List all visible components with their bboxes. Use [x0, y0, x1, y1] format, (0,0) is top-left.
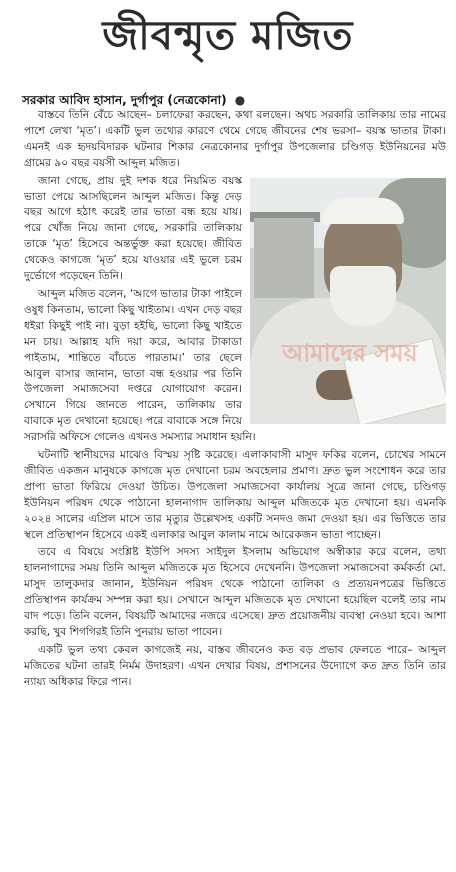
paragraph-2: জানা গেছে, প্রায় দুই দশক ধরে নিয়মিত বয়স্ক ভাতা পেয়ে আসছিলেন আব্দুল মজিত। কিন্তু দেড় বছর আগে হঠাৎ করেই তার ভাতা বন্ধ হয়ে যায়। পরে খোঁজ নিয়ে জানা গেছে, সরকারি তালিকায় তাকে ‘মৃত’ হিসেবে অন্তর্ভুক্ত করা হয়েছে। জীবিত থেকেও কাগজে ‘মৃত’ হয়ে যাওয়ার এই ভুলে চরম দুর্ভোগে পড়েছেন তিনি।	[24, 174, 242, 283]
paragraph-3: আব্দুল মজিত বলেন, ‘আগে ভাতার টাকা পাইলে ওষুধ কিনতাম, ভালো কিছু খাইতাম। এখন দেড় বছর ধইরা কিছুই পাই না। বুড়া হইছি, ভালো কিছু খাইতে মন চায়। আল্লাহ যদি দয়া করে, আবার টাকাডা পাইতাম, শান্তিতে বাঁচতে পারতাম।’ তার ছেলে আবুল বাসার জানান, ভাতা বন্ধ হওয়ার পর তিনি উপজেলা সমাজসেবা দপ্তরে যোগাযোগ করেন। সেখানে গিয়ে জানতে পারেন, তালিকায় তার বাবাকে মৃত দেখানো হয়েছে। পরে বাবাকে সঙ্গে নিয়ে সরাসরি অফিসে গেলেও এখনও সমস্যার সমাধান হয়নি।	[24, 287, 256, 444]
byline-text: সরকার আবিদ হাসান, দুর্গাপুর (নেত্রকোনা)	[22, 93, 227, 107]
article-body	[24, 108, 446, 693]
paragraph-5: তবে এ বিষয়ে সংশ্লিষ্ট ইউপি সদস্য সাইদুল ইসলাম অভিযোগ অস্বীকার করে বলেন, তথ্য হালনাগাদের সময় তিনি আব্দুল মজিতকে মৃত হিসেবে দেখেননি। উপজেলা সমাজসেবা কর্মকর্তা মো. মাসুদ তালুকদার জানান, ইউনিয়ন পরিষদ থেকে পাঠানো তালিকা ও প্রত্যয়নপত্রের ভিত্তিতে প্রতিস্থাপন কার্যক্রম সম্পন্ন করা হয়। সেখানে আব্দুল মজিতকে মৃত দেখানো হয়েছিল বলেই তার নাম বাদ পড়ে। তিনি বলেন, বিষয়টি আমাদের নজরে এসেছে। দ্রুত প্রয়োজনীয় ব্যবস্থা নেওয়া হবে। আশা করছি, খুব শিগগিরই তিনি পুনরায় ভাতা পাবেন।	[24, 546, 446, 638]
paragraph-1: বাস্তবে তিনি বেঁচে আছেন– চলাফেরা করছেন, কথা বলছেন। অথচ সরকারি তালিকায় তার নামের পাশে লেখা ‘মৃত’। একটি ভুল তথ্যের কারণে থেমে গেছে জীবনের শেষ ভরসা– বয়স্ক ভাতার টাকা। এমনই এক হৃদয়বিদারক ঘটনার শিকার নেত্রকোনার দুর্গাপুর উপজেলার চণ্ডিগড় ইউনিয়নের মউ গ্রামের ৯০ বছর বয়সী আব্দুল মজিত।	[24, 109, 446, 169]
paragraph-4: ঘটনাটি স্থানীয়দের মাঝেও বিস্ময় সৃষ্টি করেছে। এলাকাবাসী মাসুদ ফকির বলেন, চোখের সামনে জীবিত একজন মানুষকে কাগজে মৃত দেখানো চরম অবহেলার প্রমাণ। দ্রুত ভুল সংশোধন করে তার প্রাপ্য ভাতা ফিরিয়ে দেওয়া উচিত। উপজেলা সমাজসেবা কার্যালয় সূত্রে জানা গেছে, চণ্ডিগড় ইউনিয়ন পরিষদ থেকে পাঠানো হালনাগাদ তালিকায় আব্দুল মজিতকে মৃত দেখানো হয়। এমনকি ২০২৪ সালের এপ্রিল মাসে তার মৃত্যুর উল্লেখসহ একটি সনদও জমা দেওয়া হয়। এর ভিত্তিতে তার স্থলে প্রতিস্থাপন হিসেবে একই এলাকার আবুল কালাম নামে আরেকজন ভাতা পাচ্ছেন।	[24, 449, 446, 541]
portrait-photo	[250, 178, 446, 424]
article-headline: জীবন্মৃত মজিত	[102, 12, 354, 59]
paragraph-6: একটি ভুল তথ্য কেবল কাগজেই নয়, বাস্তব জীবনেও কত বড় প্রভাব ফেলতে পারে– আব্দুল মজিতের ঘটনা তারই নির্মম উদাহরণ। এখন দেখার বিষয়, প্রশাসনের উদ্যোগে কত দ্রুত তিনি তার ন্যায্য অধিকার ফিরে পান।	[24, 643, 446, 688]
newspaper-watermark: আমাদের সময়	[282, 338, 418, 367]
byline-marker: ●	[234, 93, 246, 107]
